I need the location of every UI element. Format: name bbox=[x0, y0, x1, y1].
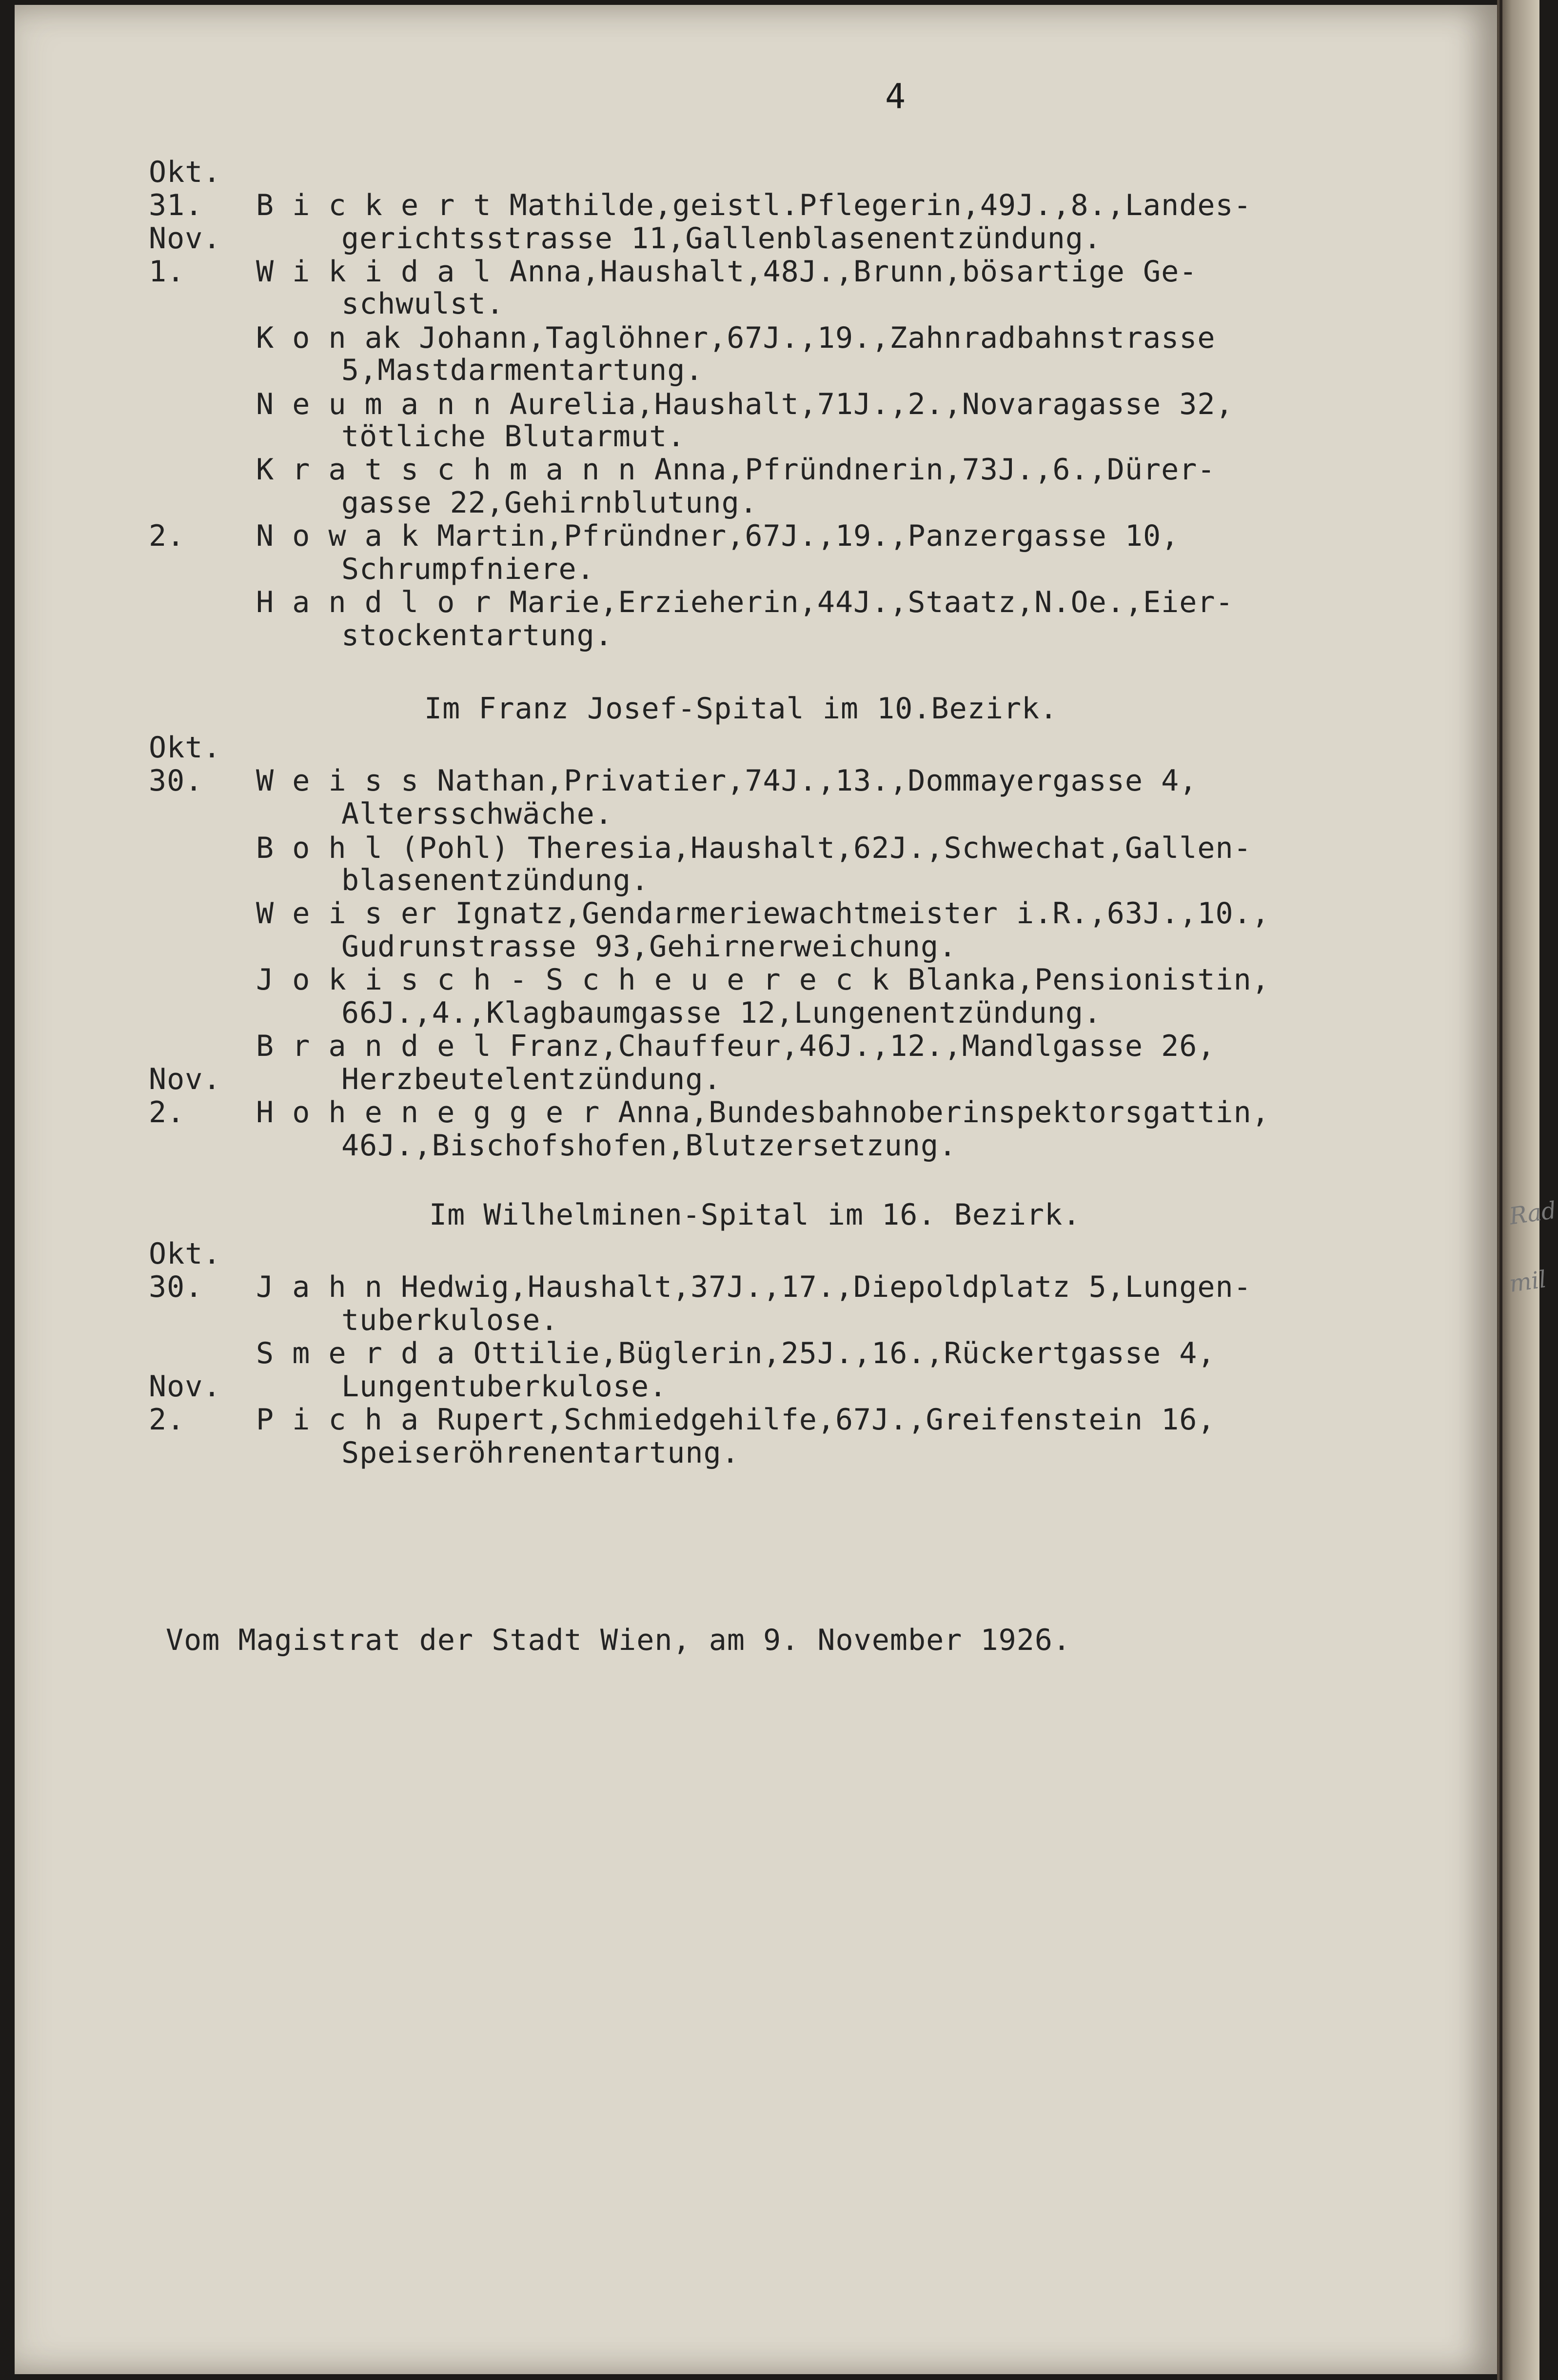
record-line: 46J.,Bischofshofen,Blutzersetzung. bbox=[341, 1129, 957, 1163]
date-label: 31. bbox=[149, 188, 203, 222]
record-line: stockentartung. bbox=[341, 618, 613, 653]
record-line: gerichtsstrasse 11,Gallenblasenentzündung. bbox=[341, 221, 1102, 256]
date-label: Nov. bbox=[149, 221, 221, 256]
record-line: S m e r d a Ottilie,Büglerin,25J.,16.,Rückertgasse 4, bbox=[256, 1336, 1216, 1370]
record-line: Speiseröhrenentartung. bbox=[341, 1436, 740, 1470]
record-line: tuberkulose. bbox=[341, 1303, 559, 1337]
date-label: 30. bbox=[149, 1270, 203, 1304]
section-heading: Im Wilhelminen-Spital im 16. Bezirk. bbox=[429, 1198, 1081, 1232]
record-line: B r a n d e l Franz,Chauffeur,46J.,12.,Mandlgasse 26, bbox=[256, 1029, 1216, 1063]
record-line: W e i s er Ignatz,Gendarmeriewachtmeister i.R.,63J.,10., bbox=[256, 896, 1270, 931]
date-label: Okt. bbox=[149, 1237, 221, 1271]
record-line: P i c h a Rupert,Schmiedgehilfe,67J.,Greifenstein 16, bbox=[256, 1403, 1216, 1437]
record-line: H o h e n e g g e r Anna,Bundesbahnoberinspektorsgattin, bbox=[256, 1095, 1270, 1130]
date-label: Okt. bbox=[149, 731, 221, 765]
date-label: 30. bbox=[149, 764, 203, 798]
record-line: J a h n Hedwig,Haushalt,37J.,17.,Diepoldplatz 5,Lungen- bbox=[256, 1270, 1252, 1304]
record-line: Altersschwäche. bbox=[341, 797, 613, 831]
date-label: Okt. bbox=[149, 155, 221, 189]
record-line: B o h l (Pohl) Theresia,Haushalt,62J.,Schwechat,Gallen- bbox=[256, 831, 1252, 865]
record-line: W i k i d a l Anna,Haushalt,48J.,Brunn,bösartige Ge- bbox=[256, 255, 1198, 289]
date-label: 2. bbox=[149, 519, 185, 553]
record-line: K o n ak Johann,Taglöhner,67J.,19.,Zahnradbahnstrasse bbox=[256, 321, 1216, 355]
record-line: Schrumpfniere. bbox=[341, 552, 595, 586]
record-line: Lungentuberkulose. bbox=[341, 1369, 668, 1404]
date-label: 2. bbox=[149, 1403, 185, 1437]
record-line: gasse 22,Gehirnblutung. bbox=[341, 486, 758, 520]
margin-note-2: mil bbox=[1507, 1265, 1548, 1298]
adjacent-page-edge bbox=[1497, 0, 1539, 2380]
record-line: schwulst. bbox=[341, 287, 505, 321]
date-label: 2. bbox=[149, 1095, 185, 1130]
record-line: J o k i s c h - S c h e u e r e c k Blanka,Pensionistin, bbox=[256, 963, 1270, 997]
record-line: 66J.,4.,Klagbaumgasse 12,Lungenentzündung. bbox=[341, 996, 1102, 1030]
date-label: Nov. bbox=[149, 1369, 221, 1404]
document-page bbox=[15, 5, 1497, 2374]
record-line: Gudrunstrasse 93,Gehirnerweichung. bbox=[341, 930, 957, 964]
record-line: tötliche Blutarmut. bbox=[341, 419, 686, 454]
date-label: 1. bbox=[149, 255, 185, 289]
record-line: N e u m a n n Aurelia,Haushalt,71J.,2.,Novaragasse 32, bbox=[256, 387, 1234, 421]
record-line: 5,Mastdarmentartung. bbox=[341, 353, 704, 387]
record-line: H a n d l o r Marie,Erzieherin,44J.,Staatz,N.Oe.,Eier- bbox=[256, 585, 1234, 619]
binding-gutter bbox=[1499, 0, 1502, 2380]
record-line: N o w a k Martin,Pfründner,67J.,19.,Panzergasse 10, bbox=[256, 519, 1180, 553]
date-label: Nov. bbox=[149, 1062, 221, 1096]
record-line: Herzbeutelentzündung. bbox=[341, 1062, 722, 1096]
record-line: B i c k e r t Mathilde,geistl.Pflegerin,49J.,8.,Landes- bbox=[256, 188, 1252, 222]
record-line: K r a t s c h m a n n Anna,Pfründnerin,73J.,6.,Dürer- bbox=[256, 453, 1216, 487]
margin-note-1: Rad bbox=[1507, 1196, 1558, 1230]
record-line: W e i s s Nathan,Privatier,74J.,13.,Dommayergasse 4, bbox=[256, 764, 1198, 798]
section-heading: Im Franz Josef-Spital im 10.Bezirk. bbox=[424, 692, 1058, 726]
record-line: blasenentzündung. bbox=[341, 863, 650, 897]
page-number: 4 bbox=[885, 77, 907, 117]
footer-signature-line: Vom Magistrat der Stadt Wien, am 9. November 1926. bbox=[166, 1623, 1071, 1657]
document-body bbox=[15, 5, 1497, 2374]
